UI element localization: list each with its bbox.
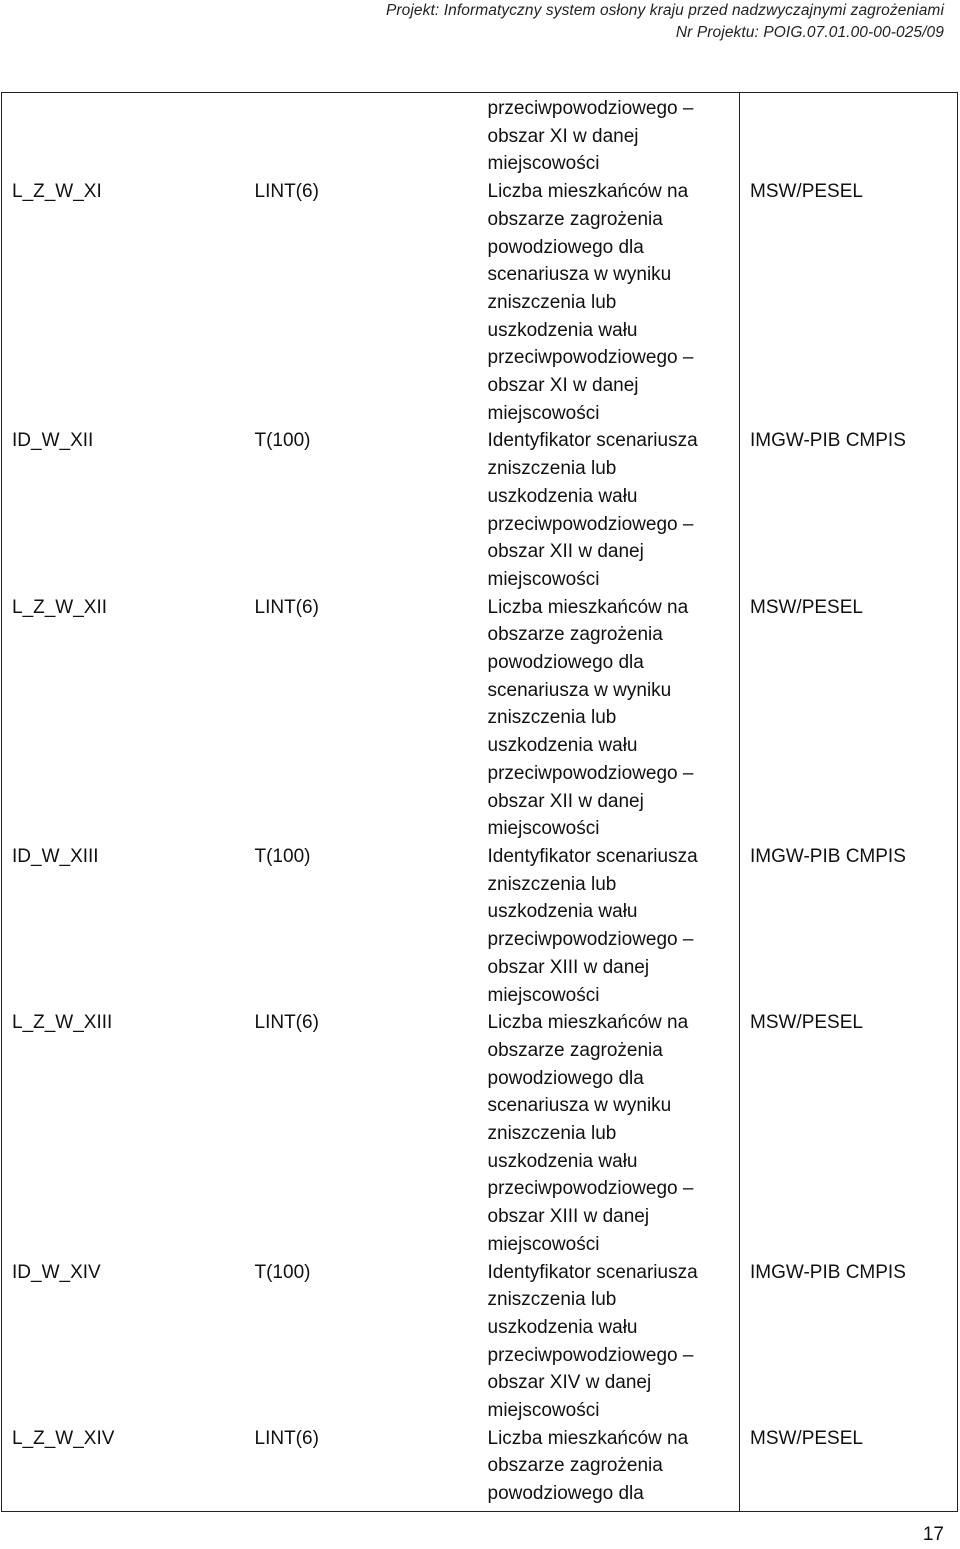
description-line: zniszczenia lub: [487, 1123, 617, 1145]
field-type-cell: LINT(6): [254, 596, 319, 618]
data-source-cell: MSW/PESEL: [740, 1425, 958, 1512]
field-name-cell: ID_W_XIV: [2, 1259, 245, 1425]
field-name-cell: [2, 93, 245, 179]
description-line: obszarze zagrożenia: [487, 624, 663, 646]
field-description-cell: [482, 1259, 740, 1425]
description-line: miejscowości: [487, 1233, 600, 1255]
description-line: Liczba mieszkańców na: [487, 1012, 689, 1034]
description-line: Identyfikator scenariusza: [487, 845, 698, 867]
description-line: przeciwpowodziowego –: [487, 513, 694, 535]
field-name-cell: L_Z_W_XII: [2, 594, 245, 843]
table-row: [2, 594, 958, 843]
description-line: scenariusza w wyniku: [487, 679, 672, 701]
description-line: obszar XIII w danej: [487, 1206, 650, 1228]
field-description-cell: [482, 427, 740, 593]
description-line: obszar XIV w danej: [487, 1372, 652, 1394]
description-line: obszar XI w danej: [487, 125, 639, 147]
field-type-cell: T(100): [254, 430, 311, 452]
description-line: obszar XIII w danej: [487, 956, 650, 978]
table-row: [2, 843, 958, 1009]
project-title: Projekt: Informatyczny system osłony kraju przed nadzwyczajnymi zagrożeniami: [385, 2, 944, 19]
table-row: [2, 1009, 958, 1258]
field-name-cell: ID_W_XII: [2, 427, 245, 593]
description-line: przeciwpowodziowego –: [487, 1178, 694, 1200]
table-row: [2, 178, 958, 427]
field-type-cell: [245, 93, 482, 179]
description-line: zniszczenia lub: [487, 1289, 617, 1311]
description-line: miejscowości: [487, 402, 600, 424]
project-number: Nr Projektu: POIG.07.01.00-00-025/09: [675, 24, 944, 41]
description-line: miejscowości: [487, 153, 600, 175]
description-line: zniszczenia lub: [487, 707, 617, 729]
description-line: powodziowego dla: [487, 1067, 644, 1089]
field-spec-table-body: [2, 93, 958, 1512]
description-line: scenariusza w wyniku: [487, 264, 672, 286]
description-line: miejscowości: [487, 818, 600, 840]
description-line: miejscowości: [487, 568, 600, 590]
description-line: uszkodzenia wału: [487, 1150, 638, 1172]
field-description-cell: [482, 594, 740, 843]
field-description-cell: [482, 1425, 740, 1512]
description-line: uszkodzenia wału: [487, 735, 638, 757]
description-line: Liczba mieszkańców na: [487, 596, 689, 618]
page-header: [386, 0, 944, 44]
page-number: 17: [922, 1524, 944, 1545]
data-source-cell: IMGW-PIB CMPIS: [740, 843, 958, 1009]
description-line: Liczba mieszkańców na: [487, 181, 689, 203]
description-line: miejscowości: [487, 1400, 600, 1422]
description-line: Identyfikator scenariusza: [487, 1261, 698, 1283]
description-line: zniszczenia lub: [487, 458, 617, 480]
description-line: Identyfikator scenariusza: [487, 430, 698, 452]
description-line: uszkodzenia wału: [487, 901, 638, 923]
field-description-cell: [482, 1009, 740, 1258]
description-line: scenariusza w wyniku: [487, 1095, 672, 1117]
description-line: obszarze zagrożenia: [487, 1455, 663, 1477]
field-type-cell: T(100): [254, 1261, 311, 1283]
description-line: przeciwpowodziowego –: [487, 1344, 694, 1366]
data-source-cell: IMGW-PIB CMPIS: [740, 427, 958, 593]
field-name-cell: ID_W_XIII: [2, 843, 245, 1009]
field-description-cell: [482, 178, 740, 427]
data-source-cell: [740, 93, 958, 179]
description-line: zniszczenia lub: [487, 873, 617, 895]
description-line: powodziowego dla: [487, 1483, 644, 1505]
field-description-cell: [482, 93, 740, 179]
description-line: powodziowego dla: [487, 652, 644, 674]
data-source-cell: MSW/PESEL: [740, 178, 958, 427]
description-line: uszkodzenia wału: [487, 319, 638, 341]
field-type-cell: LINT(6): [254, 1012, 319, 1034]
table-row: [2, 1425, 958, 1512]
data-source-cell: IMGW-PIB CMPIS: [740, 1259, 958, 1425]
description-line: obszar XI w danej: [487, 375, 639, 397]
table-row: [2, 427, 958, 593]
description-line: obszar XII w danej: [487, 790, 644, 812]
field-name-cell: L_Z_W_XIV: [2, 1425, 245, 1512]
field-name-cell: L_Z_W_XIII: [2, 1009, 245, 1258]
table-row: [2, 1259, 958, 1425]
description-line: obszarze zagrożenia: [487, 208, 663, 230]
field-type-cell: T(100): [254, 845, 311, 867]
description-line: uszkodzenia wału: [487, 1316, 638, 1338]
description-line: zniszczenia lub: [487, 291, 617, 313]
field-type-cell: LINT(6): [245, 1425, 482, 1512]
description-line: przeciwpowodziowego –: [487, 929, 694, 951]
description-line: przeciwpowodziowego –: [487, 762, 694, 784]
field-name-cell: L_Z_W_XI: [2, 178, 245, 427]
description-line: Liczba mieszkańców na: [487, 1427, 689, 1449]
data-source-cell: MSW/PESEL: [740, 1009, 958, 1258]
description-line: przeciwpowodziowego –: [487, 98, 694, 119]
data-source-cell: MSW/PESEL: [740, 594, 958, 843]
description-line: uszkodzenia wału: [487, 485, 638, 507]
field-type-cell: LINT(6): [254, 181, 319, 203]
field-spec-table: [1, 92, 958, 1512]
description-line: obszarze zagrożenia: [487, 1039, 663, 1061]
description-line: obszar XII w danej: [487, 541, 644, 563]
description-line: miejscowości: [487, 984, 600, 1006]
description-line: przeciwpowodziowego –: [487, 347, 694, 369]
table-row: [2, 93, 958, 179]
field-description-cell: [482, 843, 740, 1009]
description-line: powodziowego dla: [487, 236, 644, 258]
